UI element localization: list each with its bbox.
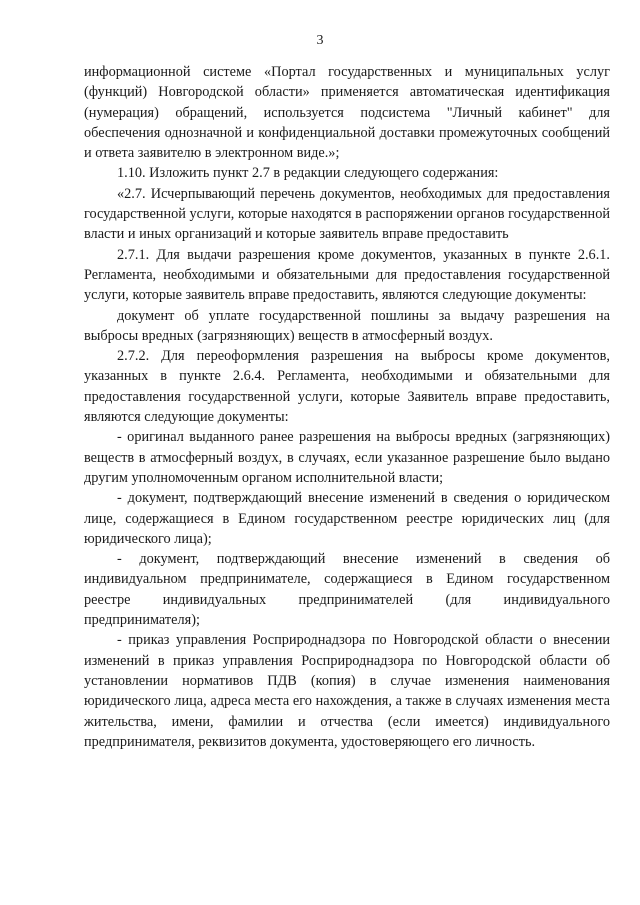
list-item-order: - приказ управления Росприроднадзора по Новгородской области о внесении изменений в приказ управления Росприроднадзора по Новгородской области об установлении нормативов ПДВ (копия) в случае изменения наименования юридического лица, адреса места его нахождения, а также в случаях изменения места жительства, имени, фамилии и отчества (если имеется) индивидуального предпринимателя, реквизитов документа, удостоверяющего его личность. xyxy=(84,632,610,750)
list-item-original-permit: - оригинал выданного ранее разрешения на выбросы вредных (загрязняющих) веществ в атмосферный воздух, в случаях, если указанное разрешение было выдано другим уполномоченным органом исполнительной власти; xyxy=(84,429,610,486)
paragraph-state-fee: документ об уплате государственной пошлины за выдачу разрешения на выбросы вредных (загрязняющих) веществ в атмосферный воздух. xyxy=(84,307,610,344)
paragraph-2-7-1: 2.7.1. Для выдачи разрешения кроме документов, указанных в пункте 2.6.1. Регламента, необходимыми и обязательными для предоставления государственной услуги, которые заявитель вправе предоставить, являются следующие документы: xyxy=(84,246,610,304)
page-number: 3 xyxy=(316,33,324,48)
paragraph-2-7: «2.7. Исчерпывающий перечень документов, необходимых для предоставления государственной услуги, которые находятся в распоряжении органов государственной власти и иных организаций и которые заявитель вправе предоставить xyxy=(84,185,610,243)
paragraph-1-10: 1.10. Изложить пункт 2.7 в редакции следующего содержания: xyxy=(117,165,499,182)
paragraph-portal-continuation: информационной системе «Портал государственных и муниципальных услуг (функций) Новгородской области» применяется автоматическая идентификация (нумерация) обращений, используется подсистема "Личный кабинет" для обеспечения однозначной и конфиденциальной доставки промежуточных сообщений и ответа заявителю в электронном виде.»; xyxy=(84,64,610,162)
document-body xyxy=(84,62,610,752)
list-item-entrepreneur: - документ, подтверждающий внесение изменений в сведения об индивидуальном предпринимателе, содержащиеся в Едином государственном реестре индивидуальных предпринимателей (для индивидуального предпринимателя); xyxy=(84,551,610,629)
paragraph-2-7-2: 2.7.2. Для переоформления разрешения на выбросы кроме документов, указанных в пункте 2.6.4. Регламента, необходимыми и обязательными для предоставления государственной услуги, которые Заявитель вправе предоставить, являются следующие документы: xyxy=(84,348,610,426)
list-item-legal-entity: - документ, подтверждающий внесение изменений в сведения о юридическом лице, содержащиеся в Едином государственном реестре юридических лиц (для юридического лица); xyxy=(84,490,610,547)
